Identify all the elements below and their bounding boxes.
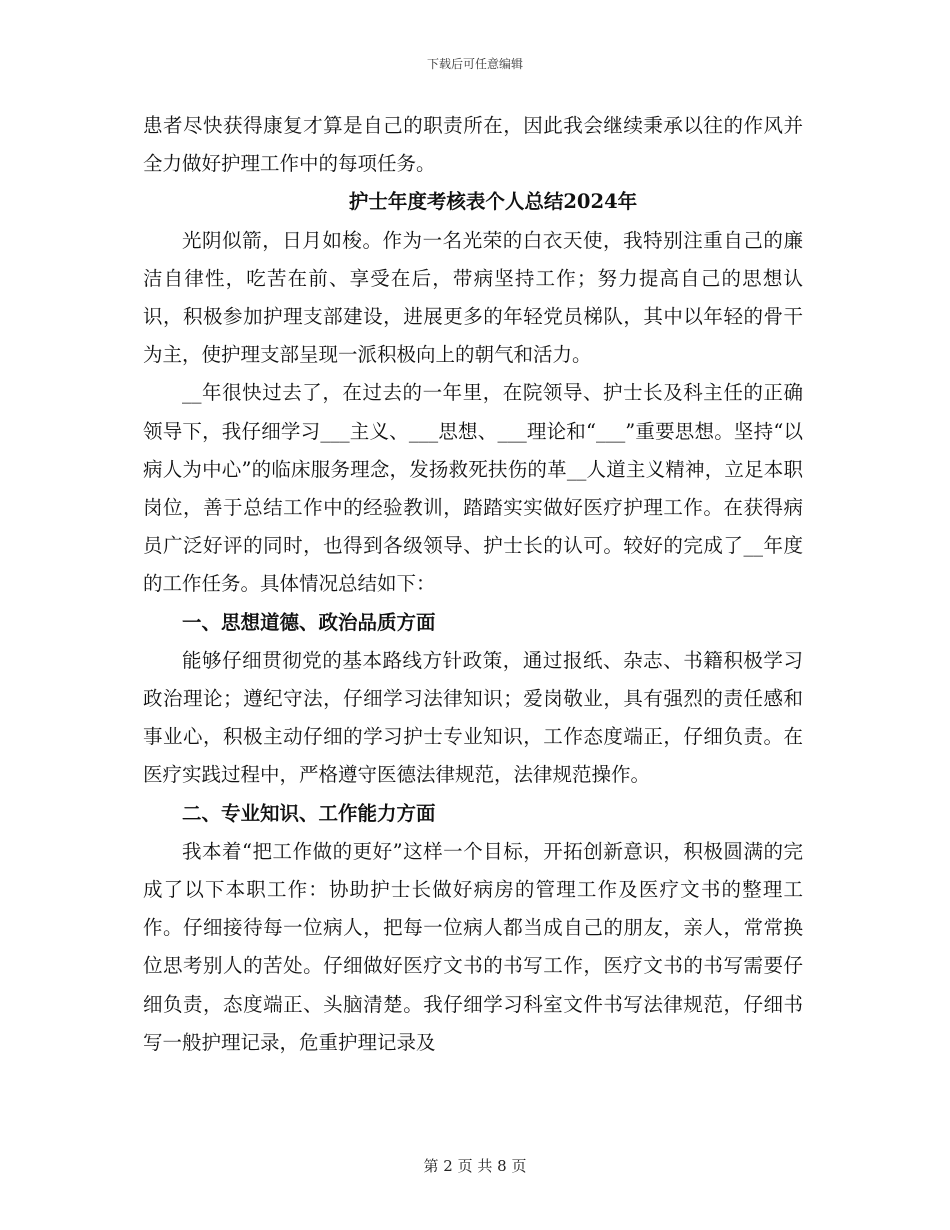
page-number: 第 2 页 共 8 页 [423, 1157, 527, 1175]
page-header-note: 下载后可任意编辑 [426, 57, 523, 71]
document-title: 护士年度考核表个人总结2024年 [348, 190, 638, 214]
paragraph-1: 光阴似箭，日月如梭。作为一名光荣的白衣天使，我特别注重自己的廉洁自律性，吃苦在前、享受在后，带病坚持工作；努力提高自己的思想认识，积极参加护理支部建设，进展更多的年轻党员梯队，其中以年轻的骨干为主，使护理支部呈现一派积极向上的朝气和活力。 [143, 228, 803, 367]
paragraph-2: __年很快过去了，在过去的一年里，在院领导、护士长及科主任的正确领导下，我仔细学习___主义、___思想、___理论和“___”重要思想。坚持“以病人为中心”的临床服务理念，发扬救死扶伤的革__人道主义精神，立足本职岗位，善于总结工作中的经验教训，踏踏实实做好医疗护理工作。在获得病员广泛好评的同时，也得到各级领导、护士长的认可。较好的完成了__年度的工作任务。具体情况总结如下： [143, 381, 803, 596]
document-body [143, 107, 803, 1062]
section-heading-2: 二、专业知识、工作能力方面 [182, 801, 436, 825]
paragraph-3: 能够仔细贯彻党的基本路线方针政策，通过报纸、杂志、书籍积极学习政治理论；遵纪守法，仔细学习法律知识；爱岗敬业，具有强烈的责任感和事业心，积极主动仔细的学习护士专业知识，工作态度端正，仔细负责。在医疗实践过程中，严格遵守医德法律规范，法律规范操作。 [143, 648, 803, 787]
section-heading-1: 一、思想道德、政治品质方面 [182, 610, 436, 634]
intro-paragraph: 患者尽快获得康复才算是自己的职责所在，因此我会继续秉承以往的作风并全力做好护理工作中的每项任务。 [143, 114, 803, 176]
paragraph-4: 我本着“把工作做的更好”这样一个目标，开拓创新意识，积极圆满的完成了以下本职工作：协助护士长做好病房的管理工作及医疗文书的整理工作。仔细接待每一位病人，把每一位病人都当成自己的朋友，亲人，常常换位思考别人的苦处。仔细做好医疗文书的书写工作，医疗文书的书写需要仔细负责，态度端正、头脑清楚。我仔细学习科室文件书写法律规范，仔细书写一般护理记录，危重护理记录及 [143, 839, 803, 1054]
